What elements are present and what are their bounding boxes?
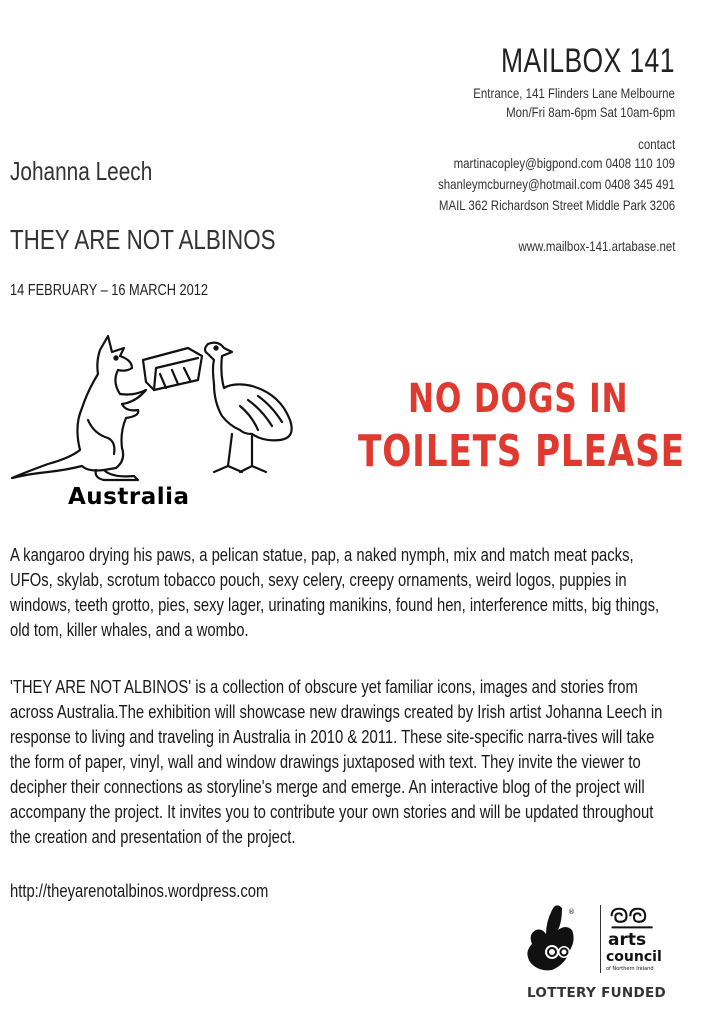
website-link[interactable]: www.mailbox-141.artabase.net: [518, 238, 675, 254]
venue-address: Entrance, 141 Flinders Lane Melbourne: [473, 85, 675, 101]
sign-line-2: TOILETS PLEASE: [358, 426, 685, 477]
contact-line-2: shanleymcburney@hotmail.com 0408 345 491: [438, 176, 675, 192]
arts-council-line-3: of Northern Ireland: [606, 966, 654, 972]
description-paragraph-2: 'THEY ARE NOT ALBINOS' is a collection of obscure yet familiar icons, images and stories from across Australia.The exhibition will showcase new drawings created by Irish artist Johanna Leech in response to living and traveling in Australia in 2010 & 2011. These site-specific narra-tives will take the form of paper, vinyl, wall and window drawings juxtaposed with text. They invite the viewer to decipher their connections as storyline's merge and emerge. An interactive blog of the project will accompany the project. It invites you to contribute your own stories and will be updated throughout the creation and presentation of the project.: [10, 676, 663, 847]
contact-label: contact: [637, 136, 675, 152]
illustration-caption: Australia: [68, 484, 190, 510]
lottery-crossed-fingers-icon: [522, 900, 597, 975]
emu-icon: [205, 343, 292, 441]
artist-name: Johanna Leech: [10, 156, 153, 186]
lottery-funded-label: LOTTERY FUNDED: [527, 985, 666, 1001]
exhibition-dates: 14 FEBRUARY – 16 MARCH 2012: [10, 282, 209, 299]
arts-council-line-2: council: [606, 949, 662, 965]
hand-dryer-icon: [143, 348, 202, 390]
contact-line-1: martinacopley@bigpond.com 0408 110 109: [453, 155, 675, 171]
venue-hours: Mon/Fri 8am-6pm Sat 10am-6pm: [505, 104, 675, 120]
exhibition-title: THEY ARE NOT ALBINOS: [10, 224, 276, 255]
description-paragraph-1: A kangaroo drying his paws, a pelican statue, pap, a naked nymph, mix and match meat packs, UFOs, skylab, scrotum tobacco pouch, sexy celery, creepy ornaments, weird logos, puppies in windows, teeth grotto, pies, sexy lager, urinating manikins, found hen, interference mitts, big things, old tom, killer whales, and a wombo.: [10, 544, 660, 640]
mail-address: MAIL 362 Richardson Street Middle Park 3206: [438, 197, 675, 213]
svg-text:®: ®: [568, 908, 575, 916]
sign-line-1: NO DOGS IN: [408, 376, 629, 422]
arts-council-line-1: arts: [608, 930, 647, 950]
venue-title: MAILBOX 141: [501, 42, 675, 80]
kangaroo-icon: [12, 336, 146, 478]
logo-divider: [600, 905, 601, 973]
arts-council-spiral-icon: [606, 905, 661, 933]
blog-link[interactable]: http://theyarenotalbinos.wordpress.com: [10, 880, 269, 901]
